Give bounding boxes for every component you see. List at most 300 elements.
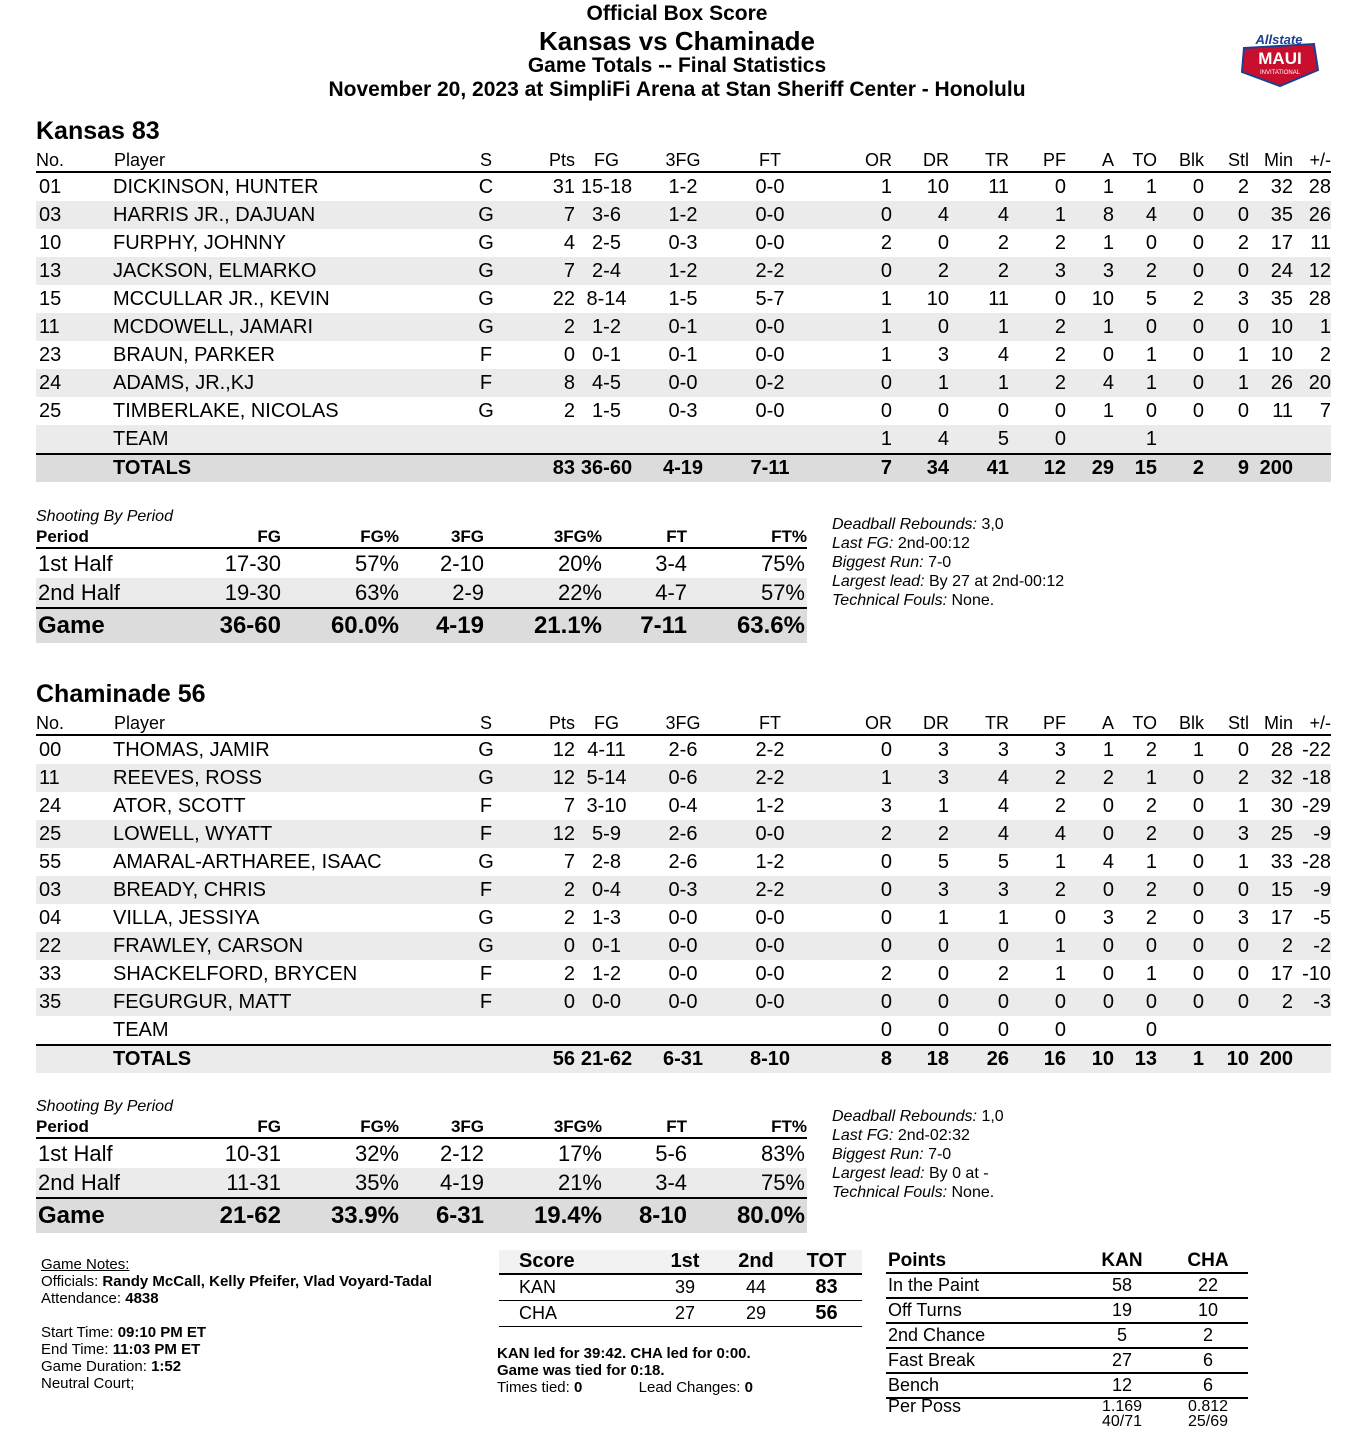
totals-cell: 12	[1009, 454, 1066, 482]
stat-cell: MCDOWELL, JAMARI	[92, 313, 452, 341]
stat-cell: 00	[39, 738, 62, 761]
column-header: Player	[92, 712, 452, 735]
sbp-cell: 75%	[687, 1168, 807, 1198]
stat-cell: 2	[1145, 738, 1157, 761]
stat-cell: REEVES, ROSS	[92, 764, 452, 792]
stat-cell: 1	[1192, 738, 1204, 761]
points-row	[886, 1348, 1248, 1373]
sbp-cell: 75%	[760, 550, 805, 576]
player-row	[36, 425, 1331, 454]
stat-cell: 2	[1192, 287, 1204, 310]
stat-cell: 5-14	[575, 764, 638, 792]
stat-cell: 0-0	[755, 343, 785, 366]
stat-cell: 2-6	[668, 850, 698, 873]
per-possession-row	[886, 1398, 1248, 1429]
stat-cell: 0-3	[668, 231, 698, 254]
totals-cell: 83	[520, 454, 575, 482]
sbp-column-header: FG	[186, 1117, 281, 1138]
sbp-cell: 33.9%	[281, 1198, 399, 1233]
stat-cell: 12	[552, 738, 575, 761]
stat-cell: 7	[563, 850, 575, 873]
stat-cell: MCCULLAR JR., KEVIN	[113, 287, 330, 310]
stat-cell: 2	[520, 876, 575, 904]
stat-cell: 01	[39, 175, 62, 198]
stat-cell: 28	[1308, 287, 1331, 310]
stat-cell: 1	[1114, 425, 1157, 454]
stat-cell: 0	[1192, 175, 1204, 198]
stat-cell: G	[452, 201, 520, 229]
stat-cell: G	[452, 257, 520, 285]
player-row	[36, 229, 1331, 257]
stat-cell: 3	[937, 738, 949, 761]
stat-cell: 0	[1102, 962, 1114, 985]
points-row	[886, 1373, 1248, 1398]
totals-cell: 56	[520, 1045, 575, 1073]
stat-cell: 2	[892, 820, 949, 848]
column-header: FG	[575, 712, 638, 735]
column-header: +/-	[1293, 149, 1331, 172]
stat-cell: 2	[997, 962, 1009, 985]
report-subtitle: Game Totals -- Final Statistics	[527, 54, 827, 77]
totals-cell: 200	[1249, 454, 1293, 482]
stat-cell: 1	[1237, 794, 1249, 817]
stat-cell: 0	[1204, 988, 1249, 1016]
stat-cell	[520, 1016, 575, 1045]
stat-cell: 15	[39, 287, 62, 310]
sbp-period-row	[36, 1138, 807, 1168]
stat-cell: 1	[1009, 932, 1066, 960]
stat-cell: 10	[39, 231, 62, 254]
stat-cell: 2-2	[728, 764, 812, 792]
stat-cell: 0	[1192, 962, 1204, 985]
per-poss-label: Per Poss	[888, 1396, 962, 1416]
stat-cell: 22	[36, 932, 92, 960]
stat-cell: 0	[812, 932, 892, 960]
stat-cell: 0-4	[575, 876, 638, 904]
stat-cell: 0	[937, 1018, 949, 1041]
player-row	[36, 735, 1331, 764]
player-row	[36, 960, 1331, 988]
stat-cell: 10	[1091, 287, 1114, 310]
score-row	[499, 1301, 862, 1327]
stat-cell: 0-0	[755, 962, 785, 985]
stat-cell: 0-0	[668, 906, 698, 929]
stat-cell: F	[479, 343, 493, 366]
stat-cell: 0	[812, 257, 892, 285]
stat-cell: 2	[1237, 175, 1249, 198]
sbp-column-header: 3FG%	[484, 527, 602, 548]
stat-cell: 0	[1066, 820, 1114, 848]
stat-cell: 2	[1204, 764, 1249, 792]
column-header: TO	[1114, 712, 1157, 735]
sbp-header-row	[36, 1117, 807, 1138]
stat-cell: 0-0	[728, 932, 812, 960]
stat-cell: 0-3	[668, 399, 698, 422]
stat-cell: 12	[1293, 257, 1331, 285]
stat-cell: 0	[937, 231, 949, 254]
sbp-cell: 1st Half	[38, 1140, 113, 1166]
column-header: 3FG	[638, 149, 728, 172]
totals-cell	[1293, 1045, 1331, 1073]
stat-cell	[1249, 1016, 1293, 1045]
stat-cell: 4-11	[587, 738, 626, 761]
score-cell: KAN	[499, 1274, 649, 1301]
totals-cell: 8	[812, 1045, 892, 1073]
stat-cell: 0	[949, 932, 1009, 960]
stat-cell: 0	[937, 399, 949, 422]
totals-cell: 7-11	[728, 454, 812, 482]
stat-cell: F	[479, 962, 493, 985]
player-row	[36, 369, 1331, 397]
stat-cell: G	[478, 231, 494, 254]
points-row	[886, 1273, 1248, 1298]
stat-cell: 1	[1102, 175, 1114, 198]
points-cell: 10	[1168, 1298, 1248, 1323]
sbp-column-header: Period	[36, 1117, 186, 1138]
stat-cell: 1-2	[755, 850, 785, 873]
sbp-cell: 6-31	[399, 1198, 484, 1233]
stat-cell: BREADY, CHRIS	[92, 876, 452, 904]
stat-cell: 30	[1270, 794, 1293, 817]
stat-cell: 0-1	[668, 343, 698, 366]
totals-cell: TOTALS	[92, 1045, 452, 1073]
stat-cell: 10	[926, 287, 949, 310]
matchup-title: Kansas vs Chaminade	[538, 26, 815, 56]
totals-cell	[1293, 454, 1331, 482]
sbp-cell: 2nd Half	[36, 1168, 186, 1198]
stat-cell: 26	[1249, 369, 1293, 397]
score-column-header: 2nd	[721, 1250, 791, 1274]
points-header-row	[886, 1250, 1248, 1273]
sbp-cell: 22%	[484, 578, 602, 608]
stat-cell: 4	[892, 425, 949, 454]
sbp-cell: 83%	[760, 1140, 805, 1166]
stat-cell: 1-2	[638, 201, 728, 229]
column-header: No.	[36, 149, 92, 172]
stat-cell: 0-0	[728, 988, 812, 1016]
stat-cell: 2-2	[728, 257, 812, 285]
stat-cell: 1	[1009, 201, 1066, 229]
stat-cell: 5	[949, 425, 1009, 454]
stat-cell: 2	[1009, 313, 1066, 341]
sbp-cell: 57%	[354, 550, 399, 576]
stat-cell: 1-5	[592, 399, 621, 422]
stat-cell: -18	[1293, 764, 1331, 792]
team-title-chaminade: Chaminade 56	[36, 680, 206, 708]
stat-cell: 1	[1145, 850, 1157, 873]
stat-cell: 0	[1009, 425, 1066, 454]
stat-cell: 4	[949, 820, 1009, 848]
stat-cell: 1	[1237, 850, 1249, 873]
shooting-caption: Shooting By Period	[36, 1098, 173, 1115]
column-header: Min	[1249, 149, 1293, 172]
sbp-header-row	[36, 527, 807, 548]
stat-cell: 2	[997, 231, 1009, 254]
stat-cell: 4	[997, 794, 1009, 817]
lead-summary: KAN led for 39:42. CHA led for 0:00. Game was tied for 0:18. Times tied: 0 Lead Changes: 0	[497, 1345, 753, 1396]
team-title-kansas: Kansas 83	[36, 117, 160, 145]
stat-cell: -3	[1293, 988, 1331, 1016]
stat-cell: 0	[1114, 988, 1157, 1016]
totals-cell: 34	[892, 454, 949, 482]
stat-cell: 3	[1066, 257, 1114, 285]
stat-cell: 0	[1237, 399, 1249, 422]
stat-cell: 2	[563, 962, 575, 985]
column-header: TR	[949, 149, 1009, 172]
stat-cell	[1066, 425, 1114, 454]
stat-cell: 4	[1066, 369, 1114, 397]
stat-cell: 0	[1204, 201, 1249, 229]
stat-cell: 0	[1102, 794, 1114, 817]
player-row	[36, 904, 1331, 932]
stat-cell: 11	[988, 175, 1009, 198]
stat-cell: 4-5	[575, 369, 638, 397]
per-poss-kan	[1076, 1398, 1168, 1429]
stat-cell: 8	[1066, 201, 1114, 229]
stat-cell: 12	[520, 820, 575, 848]
stat-cell: 1-2	[575, 313, 638, 341]
stat-cell: 11	[1272, 399, 1293, 422]
sbp-cell: 2-9	[399, 578, 484, 608]
stat-cell: G	[452, 764, 520, 792]
stat-cell: 5	[997, 850, 1009, 873]
stat-cell: 0	[1054, 175, 1066, 198]
totals-cell: 200	[1249, 1045, 1293, 1073]
points-cell: 12	[1076, 1373, 1168, 1398]
sbp-cell: 4-19	[399, 608, 484, 643]
stat-cell: 0	[1054, 287, 1066, 310]
stat-cell: 2	[1114, 820, 1157, 848]
score-cell: 29	[721, 1301, 791, 1327]
stat-cell: 0-0	[755, 231, 785, 254]
player-row	[36, 1016, 1331, 1045]
stat-cell: 1	[1204, 369, 1249, 397]
stat-cell: 2	[1114, 876, 1157, 904]
player-row	[36, 988, 1331, 1016]
sbp-cell: 8-10	[602, 1198, 687, 1233]
stat-cell: 0	[880, 399, 892, 422]
player-row	[36, 792, 1331, 820]
stat-cell	[452, 1016, 520, 1045]
stat-cell: 0-0	[575, 988, 638, 1016]
stat-cell: 2	[1249, 988, 1293, 1016]
stat-cell: 0	[1192, 343, 1204, 366]
per-poss-value: 1.169	[1101, 1398, 1143, 1415]
sbp-column-header: FT%	[687, 527, 807, 548]
stat-cell: 0	[1066, 988, 1114, 1016]
stat-cell: 2-2	[728, 876, 812, 904]
stat-cell: 12	[520, 764, 575, 792]
column-header: S	[452, 149, 520, 172]
sbp-column-header: Period	[36, 527, 186, 548]
sbp-game-row	[36, 608, 807, 643]
stat-cell: 0	[1114, 932, 1157, 960]
stat-cell	[1066, 1016, 1114, 1045]
stat-cell: 1	[937, 794, 949, 817]
stat-cell: 8	[520, 369, 575, 397]
totals-cell: 13	[1114, 1045, 1157, 1073]
stat-cell: 1-2	[592, 962, 621, 985]
sbp-cell: 4-19	[399, 1168, 484, 1198]
points-row	[886, 1323, 1248, 1348]
stat-cell: 0	[1157, 988, 1204, 1016]
svg-text:Allstate: Allstate	[1255, 32, 1303, 47]
stat-cell: 2	[1237, 231, 1249, 254]
stat-cell: 03	[36, 201, 92, 229]
points-row	[886, 1298, 1248, 1323]
sbp-cell: 19.4%	[484, 1198, 602, 1233]
stat-cell: ATOR, SCOTT	[113, 794, 246, 817]
per-poss-value: 0.812	[1187, 1398, 1229, 1415]
sbp-cell: 32%	[354, 1140, 399, 1166]
points-cell: Bench	[886, 1373, 1076, 1398]
stat-cell: 3	[1102, 906, 1114, 929]
stat-cell: 2	[812, 820, 892, 848]
stat-cell: 0	[1054, 399, 1066, 422]
stat-cell: 10	[1249, 313, 1293, 341]
stat-cell: 3	[892, 876, 949, 904]
totals-cell	[452, 454, 520, 482]
stat-cell: 1	[1145, 343, 1157, 366]
stat-cell: 0	[1066, 876, 1114, 904]
stat-cell: 1-5	[668, 287, 698, 310]
column-header: S	[452, 712, 520, 735]
sbp-cell: 60.0%	[281, 608, 399, 643]
sbp-cell: 21.1%	[484, 608, 602, 643]
stat-cell: 4	[949, 764, 1009, 792]
stat-cell	[728, 425, 812, 454]
stat-cell: THOMAS, JAMIR	[113, 738, 270, 761]
stat-cell: 0	[880, 850, 892, 873]
stat-cell: TEAM	[113, 1018, 169, 1041]
svg-text:INVITATIONAL: INVITATIONAL	[1259, 70, 1301, 76]
stat-cell: 31	[552, 175, 575, 198]
sbp-cell: 11-31	[186, 1168, 281, 1198]
stat-cell: 3	[892, 764, 949, 792]
stat-cell: 28	[1270, 738, 1293, 761]
score-column-header: 1st	[649, 1250, 721, 1274]
stat-cell: 1	[949, 313, 1009, 341]
stat-cell: 0	[1204, 932, 1249, 960]
stat-cell: 55	[39, 850, 62, 873]
stat-cell: 5-7	[755, 287, 785, 310]
stat-cell: 3	[1009, 257, 1066, 285]
stat-cell: 35	[1270, 287, 1293, 310]
stat-cell: 35	[1249, 201, 1293, 229]
sbp-cell: 2-12	[439, 1140, 484, 1166]
player-row	[36, 285, 1331, 313]
stat-cell: 4	[949, 201, 1009, 229]
points-cell: 5	[1076, 1323, 1168, 1348]
stat-cell: 3	[1237, 906, 1249, 929]
stat-cell: 0	[892, 313, 949, 341]
stat-cell: 0	[1204, 257, 1249, 285]
stat-cell: 2	[1054, 231, 1066, 254]
points-cell: 22	[1168, 1273, 1248, 1298]
stat-cell: 17	[1270, 962, 1293, 985]
player-row	[36, 341, 1331, 369]
stat-cell: F	[452, 988, 520, 1016]
stat-cell: 3	[949, 876, 1009, 904]
stat-cell: 1	[1145, 175, 1157, 198]
sbp-cell: 17-30	[224, 550, 281, 576]
stat-cell: FEGURGUR, MATT	[92, 988, 452, 1016]
stat-cell: 0	[520, 988, 575, 1016]
stat-cell: 4	[892, 201, 949, 229]
sbp-cell: 63%	[281, 578, 399, 608]
box-score-table-chaminade	[36, 712, 1331, 1073]
stat-cell	[638, 1016, 728, 1045]
stat-cell: F	[452, 876, 520, 904]
stat-cell: -9	[1293, 820, 1331, 848]
sbp-column-header: FG%	[281, 527, 399, 548]
stat-cell: -9	[1293, 876, 1331, 904]
column-header: Blk	[1157, 149, 1204, 172]
score-cell: 39	[649, 1274, 721, 1301]
stat-cell: FRAWLEY, CARSON	[92, 932, 452, 960]
stat-cell: AMARAL-ARTHAREE, ISAAC	[113, 850, 382, 873]
stat-cell: 0-0	[728, 201, 812, 229]
stat-cell: 2	[1145, 906, 1157, 929]
stat-cell: 2	[563, 906, 575, 929]
stat-cell: F	[452, 369, 520, 397]
stat-cell: C	[478, 175, 494, 198]
stat-cell: 0	[1066, 932, 1114, 960]
svg-text:MAUI: MAUI	[1258, 49, 1302, 68]
stat-cell: 0	[1145, 1018, 1157, 1041]
stat-cell: 2-4	[575, 257, 638, 285]
sbp-cell: 63.6%	[687, 608, 807, 643]
column-header: Min	[1249, 712, 1293, 735]
stat-cell: G	[452, 313, 520, 341]
stat-cell: 2	[1114, 257, 1157, 285]
stat-cell: 1	[1066, 313, 1114, 341]
score-cell: 56	[791, 1301, 862, 1327]
column-header: PF	[1009, 149, 1066, 172]
stat-cell: 32	[1249, 764, 1293, 792]
stat-cell: 23	[39, 343, 62, 366]
totals-cell: 8-10	[728, 1045, 812, 1073]
stat-cell: 8-14	[586, 287, 627, 310]
stat-cell: 2	[892, 257, 949, 285]
stat-cell: JACKSON, ELMARKO	[92, 257, 452, 285]
stat-cell: 2-8	[592, 850, 621, 873]
stat-cell: TIMBERLAKE, NICOLAS	[113, 399, 339, 422]
stat-cell: 1	[880, 343, 892, 366]
stat-cell: 2-6	[668, 738, 698, 761]
totals-cell	[452, 1045, 520, 1073]
stat-cell: 0-0	[755, 175, 785, 198]
stat-cell: 1	[1102, 399, 1114, 422]
stat-cell: 0	[892, 988, 949, 1016]
stat-cell: 3-6	[575, 201, 638, 229]
totals-cell: 21-62	[575, 1045, 638, 1073]
stat-cell: DICKINSON, HUNTER	[113, 175, 319, 198]
stat-cell: G	[452, 932, 520, 960]
stat-cell: 4	[997, 343, 1009, 366]
stat-cell: 0	[892, 932, 949, 960]
stat-cell: 1	[1145, 962, 1157, 985]
stat-cell: 1	[1054, 850, 1066, 873]
stat-cell: 0	[812, 369, 892, 397]
stat-cell: 0-0	[638, 988, 728, 1016]
sbp-cell: 2-10	[439, 550, 484, 576]
stat-cell: G	[478, 906, 494, 929]
stat-cell: 1	[997, 906, 1009, 929]
stat-cell: 11	[36, 764, 92, 792]
stat-cell: 1	[949, 369, 1009, 397]
stat-cell: 1	[1102, 231, 1114, 254]
